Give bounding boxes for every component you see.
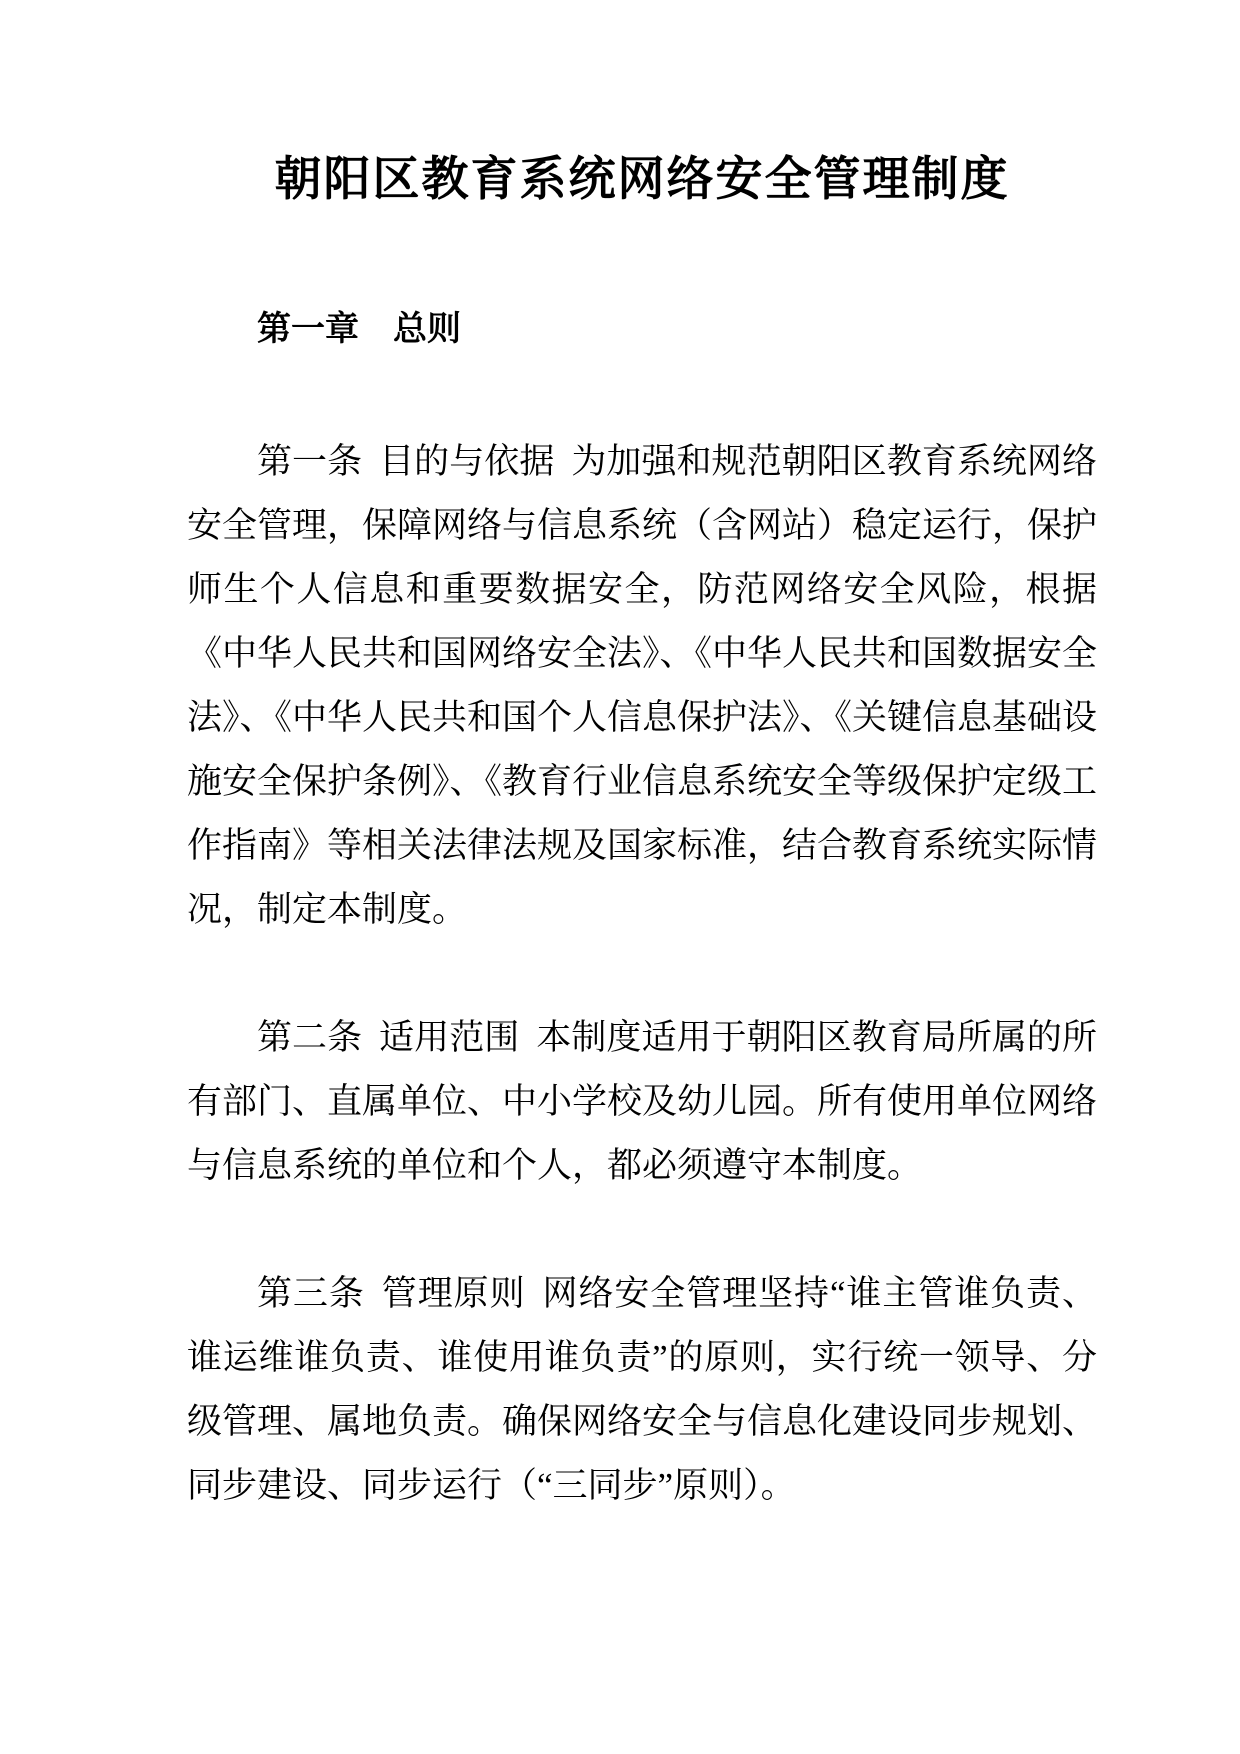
article-topic: 管理原则 bbox=[381, 1274, 526, 1313]
article-body: 本制度适用于朝阳区教育局所属的所有部门、直属单位、中小学校及幼儿园。所有使用单位网络与信息系统的单位和个人，都必须遵守本制度。 bbox=[187, 1018, 1098, 1185]
article-paragraph bbox=[187, 1006, 1097, 1198]
article-topic: 适用范围 bbox=[379, 1018, 520, 1057]
article-body: 为加强和规范朝阳区教育系统网络安全管理，保障网络与信息系统（含网站）稳定运行，保护师生个人信息和重要数据安全，防范网络安全风险，根据《中华人民共和国网络安全法》、《中华人民共和国数据安全法》、《中华人民共和国个人信息保护法》、《关键信息基础设施安全保护条例》、《教育行业信息系统安全等级保护定级工作指南》等相关法律法规及国家标准，结合教育系统实际情况，制定本制度。 bbox=[187, 442, 1098, 929]
article-paragraph bbox=[187, 430, 1097, 942]
chapter-heading bbox=[187, 310, 1097, 350]
article-number: 第三条 bbox=[257, 1274, 365, 1313]
article-topic: 目的与依据 bbox=[379, 442, 555, 481]
document-title: 朝阳区教育系统网络安全管理制度 bbox=[274, 154, 1010, 206]
article-body: 网络安全管理坚持“谁主管谁负责、谁运维谁负责、谁使用谁负责”的原则，实行统一领导、分级管理、属地负责。确保网络安全与信息化建设同步规划、同步建设、同步运行（“三同步”原则）。 bbox=[187, 1274, 1098, 1505]
chapter-title: 总则 bbox=[393, 311, 461, 348]
article-paragraph bbox=[187, 1262, 1097, 1518]
chapter-number: 第一章 bbox=[257, 311, 359, 348]
article-number: 第二条 bbox=[257, 1018, 363, 1057]
article-number: 第一条 bbox=[257, 442, 363, 481]
